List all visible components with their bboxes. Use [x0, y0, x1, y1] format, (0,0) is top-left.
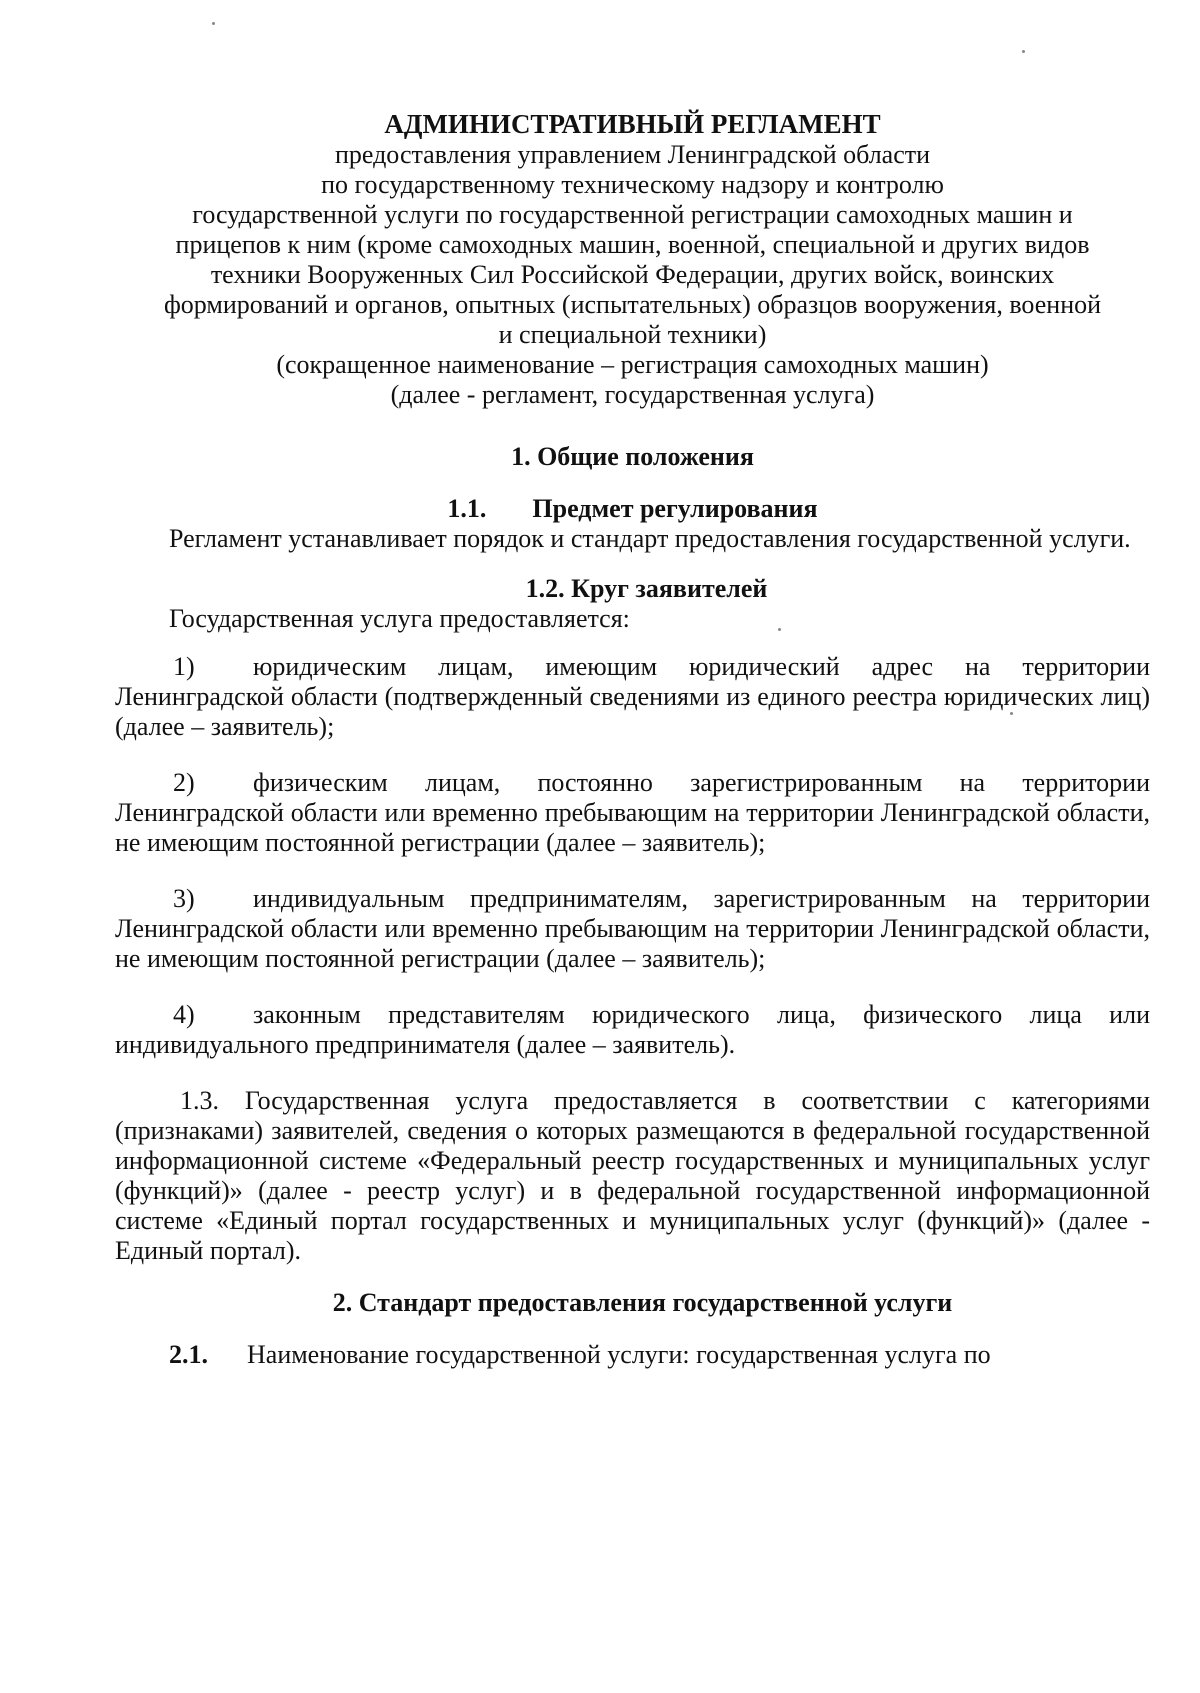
- document-title: АДМИНИСТРАТИВНЫЙ РЕГЛАМЕНТ: [384, 109, 881, 139]
- title-line: государственной услуги по государственной регистрации самоходных машин и: [192, 200, 1073, 229]
- title-line: формирований и органов, опытных (испытательных) образцов вооружения, военной: [163, 290, 1102, 319]
- title-line: предоставления управлением Ленинградской области: [334, 140, 931, 169]
- paragraph-number: 2.1.: [169, 1340, 208, 1369]
- subsection-title: Предмет регулирования: [532, 494, 818, 523]
- applicants-intro: Государственная услуга предоставляется:: [169, 604, 630, 633]
- title-line: и специальной техники): [498, 320, 767, 349]
- list-item-number: 1): [173, 652, 195, 681]
- subsection-1-1-heading: [115, 494, 1150, 524]
- scan-speck: [212, 22, 215, 25]
- list-item-number: 3): [173, 884, 195, 913]
- scan-speck: [1022, 50, 1025, 53]
- list-item: [115, 768, 1150, 858]
- scan-speck: [1010, 712, 1013, 715]
- title-line: прицепов к ним (кроме самоходных машин, военной, специальной и других видов: [175, 230, 1090, 259]
- subsection-1-2-heading: 1.2. Круг заявителей: [525, 574, 768, 603]
- title-line: (далее - регламент, государственная услуга): [390, 380, 875, 409]
- list-item-text: законным представителям юридического лица, физического лица или индивидуального предпринимателя (далее – заявитель).: [115, 1000, 1150, 1059]
- list-item: [115, 884, 1150, 974]
- list-item: [115, 652, 1150, 742]
- subsection-number: 1.1.: [447, 494, 487, 523]
- list-item-number: 2): [173, 768, 195, 797]
- document-page: [115, 108, 1150, 1396]
- list-item-text: индивидуальным предпринимателям, зарегистрированным на территории Ленинградской области или временно пребывающим на территории Ленинградской области, не имеющим постоянной регистрации (далее – заявитель);: [115, 884, 1150, 973]
- list-item-text: юридическим лицам, имеющим юридический адрес на территории Ленинградской области (подтвержденный сведениями из единого реестра юридических лиц) (далее – заявитель);: [115, 652, 1150, 741]
- list-item: [115, 1000, 1150, 1060]
- paragraph-text: Наименование государственной услуги: государственная услуга по: [247, 1340, 991, 1369]
- section-2-heading: 2. Стандарт предоставления государственной услуги: [332, 1288, 953, 1317]
- title-line: по государственному техническому надзору и контролю: [321, 170, 944, 199]
- paragraph-2-1: [115, 1340, 1150, 1370]
- paragraph-1-3: 1.3. Государственная услуга предоставляется в соответствии с категориями (признаками) заявителей, сведения о которых размещаются в федеральной государственной информационной системе «Федеральный реестр государственных и муниципальных услуг (функций)» (далее - реестр услуг) и в федеральной государственной информационной системе «Единый портал государственных и муниципальных услуг (функций)» (далее - Единый портал).: [115, 1086, 1150, 1265]
- title-block: [115, 108, 1150, 410]
- title-line: техники Вооруженных Сил Российской Федерации, других войск, воинских: [210, 260, 1055, 289]
- title-line: (сокращенное наименование – регистрация самоходных машин): [276, 350, 989, 379]
- list-item-text: физическим лицам, постоянно зарегистрированным на территории Ленинградской области или временно пребывающим на территории Ленинградской области, не имеющим постоянной регистрации (далее – заявитель);: [115, 768, 1150, 857]
- regulation-subject-paragraph: Регламент устанавливает порядок и стандарт предоставления государственной услуги.: [169, 524, 1131, 553]
- section-1-heading: 1. Общие положения: [511, 442, 754, 471]
- list-item-number: 4): [173, 1000, 195, 1029]
- scan-speck: [778, 628, 781, 631]
